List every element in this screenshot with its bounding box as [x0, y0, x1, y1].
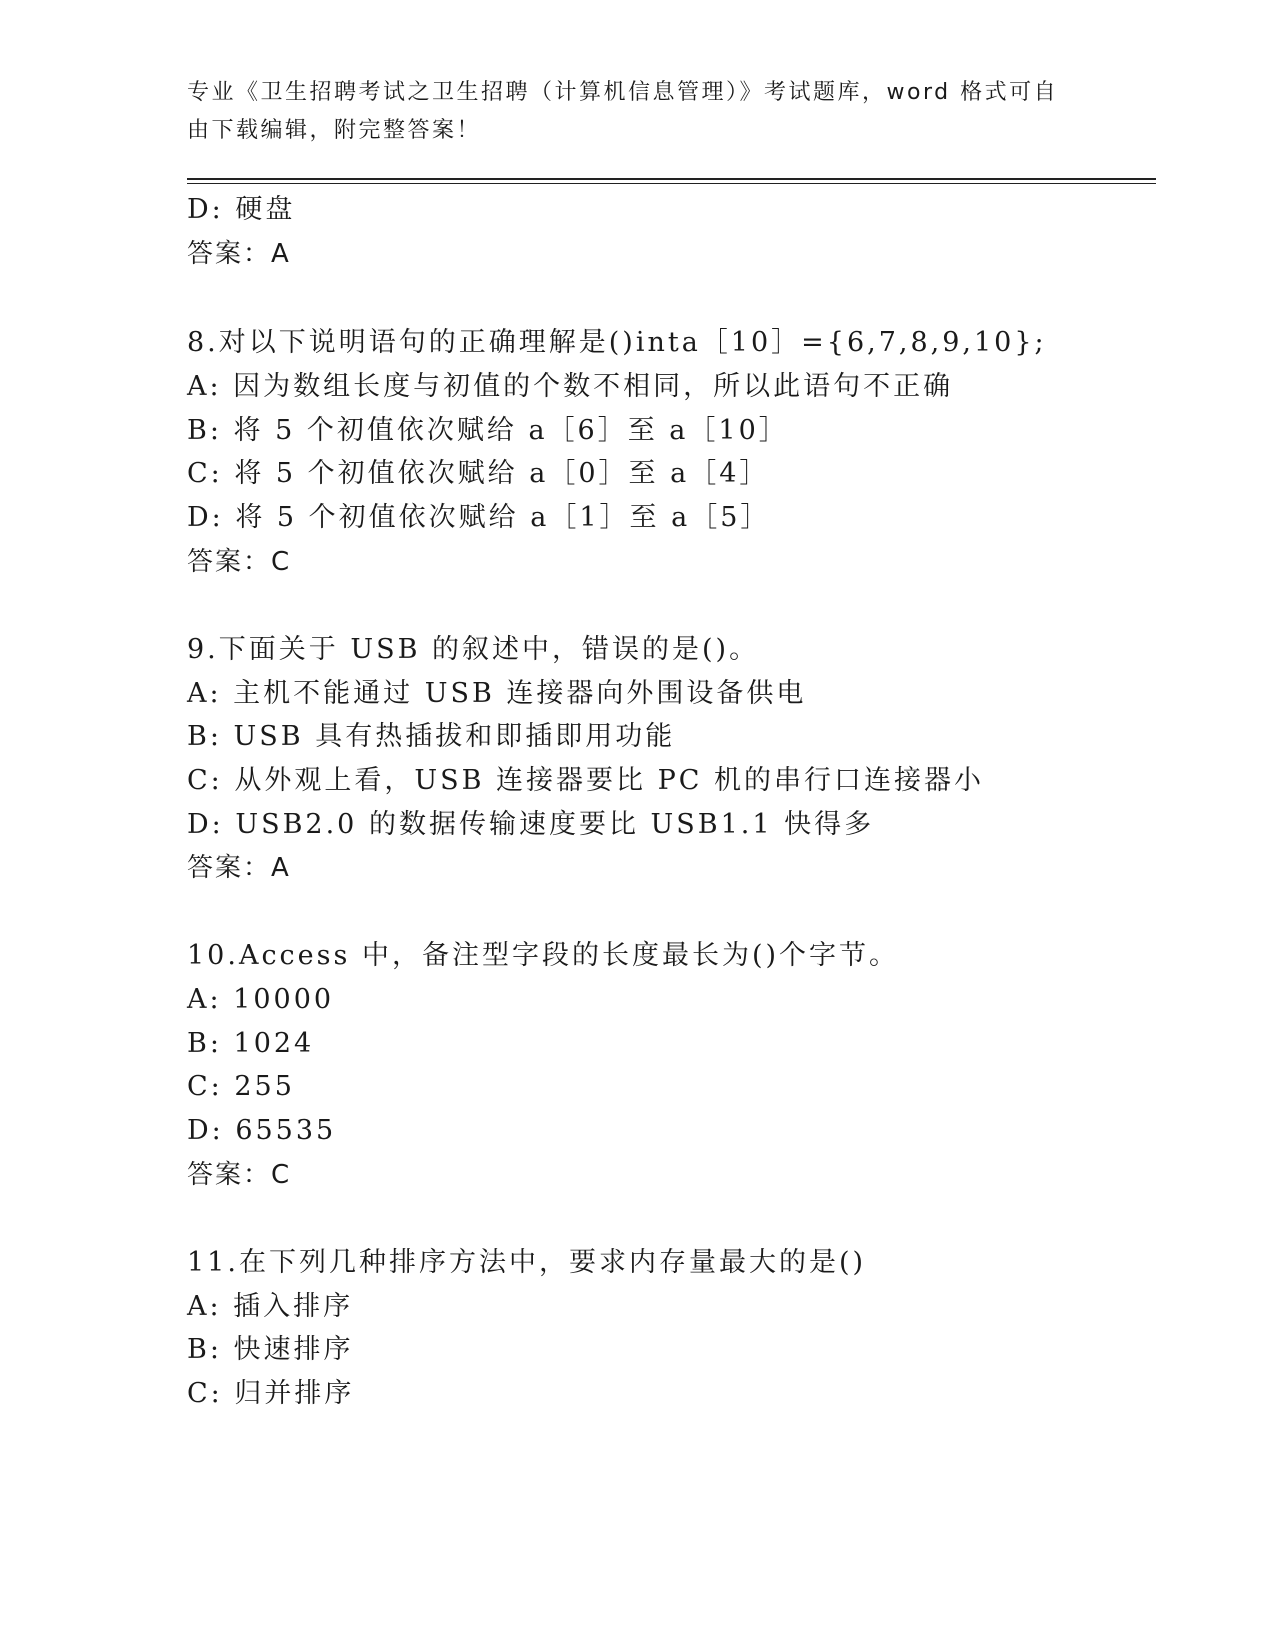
q10-option-c: C: 255 — [187, 1071, 295, 1102]
header-divider-thin — [187, 183, 1156, 184]
q8-question: 8.对以下说明语句的正确理解是()inta［10］={6,7,8,9,10}; — [187, 327, 1047, 358]
header-line-2: 由下载编辑，附完整答案！ — [187, 118, 482, 143]
q8-option-c: C: 将 5 个初值依次赋给 a［0］至 a［4］ — [187, 458, 770, 489]
q8-option-d: D: 将 5 个初值依次赋给 a［1］至 a［5］ — [187, 502, 771, 533]
q11-option-c: C: 归并排序 — [187, 1378, 355, 1409]
q10-option-b: B: 1024 — [187, 1028, 315, 1059]
q9-option-b: B: USB 具有热插拔和即插即用功能 — [187, 721, 676, 752]
q9-option-a: A: 主机不能通过 USB 连接器向外围设备供电 — [187, 678, 807, 709]
q11-option-b: B: 快速排序 — [187, 1334, 354, 1365]
prev-option-d: D: 硬盘 — [187, 194, 296, 225]
q9-answer: 答案：A — [187, 853, 291, 883]
document-header — [187, 74, 1087, 150]
header-line-1: 专业《卫生招聘考试之卫生招聘（计算机信息管理）》考试题库，word 格式可自 — [187, 80, 1059, 105]
q10-question: 10.Access 中，备注型字段的长度最长为()个字节。 — [187, 940, 900, 971]
q8-option-b: B: 将 5 个初值依次赋给 a［6］至 a［10］ — [187, 415, 789, 446]
prev-answer: 答案：A — [187, 239, 291, 269]
q9-option-d: D: USB2.0 的数据传输速度要比 USB1.1 快得多 — [187, 809, 875, 840]
q10-option-d: D: 65535 — [187, 1115, 337, 1146]
q8-option-a: A: 因为数组长度与初值的个数不相同，所以此语句不正确 — [187, 371, 954, 402]
q10-option-a: A: 10000 — [187, 984, 335, 1015]
q10-answer: 答案：C — [187, 1160, 292, 1190]
header-divider-thick — [187, 178, 1156, 180]
q11-question: 11.在下列几种排序方法中，要求内存量最大的是() — [187, 1247, 867, 1278]
q9-question: 9.下面关于 USB 的叙述中，错误的是()。 — [187, 634, 760, 665]
q11-option-a: A: 插入排序 — [187, 1291, 354, 1322]
q8-answer: 答案：C — [187, 547, 292, 577]
q9-option-c: C: 从外观上看，USB 连接器要比 PC 机的串行口连接器小 — [187, 765, 985, 796]
